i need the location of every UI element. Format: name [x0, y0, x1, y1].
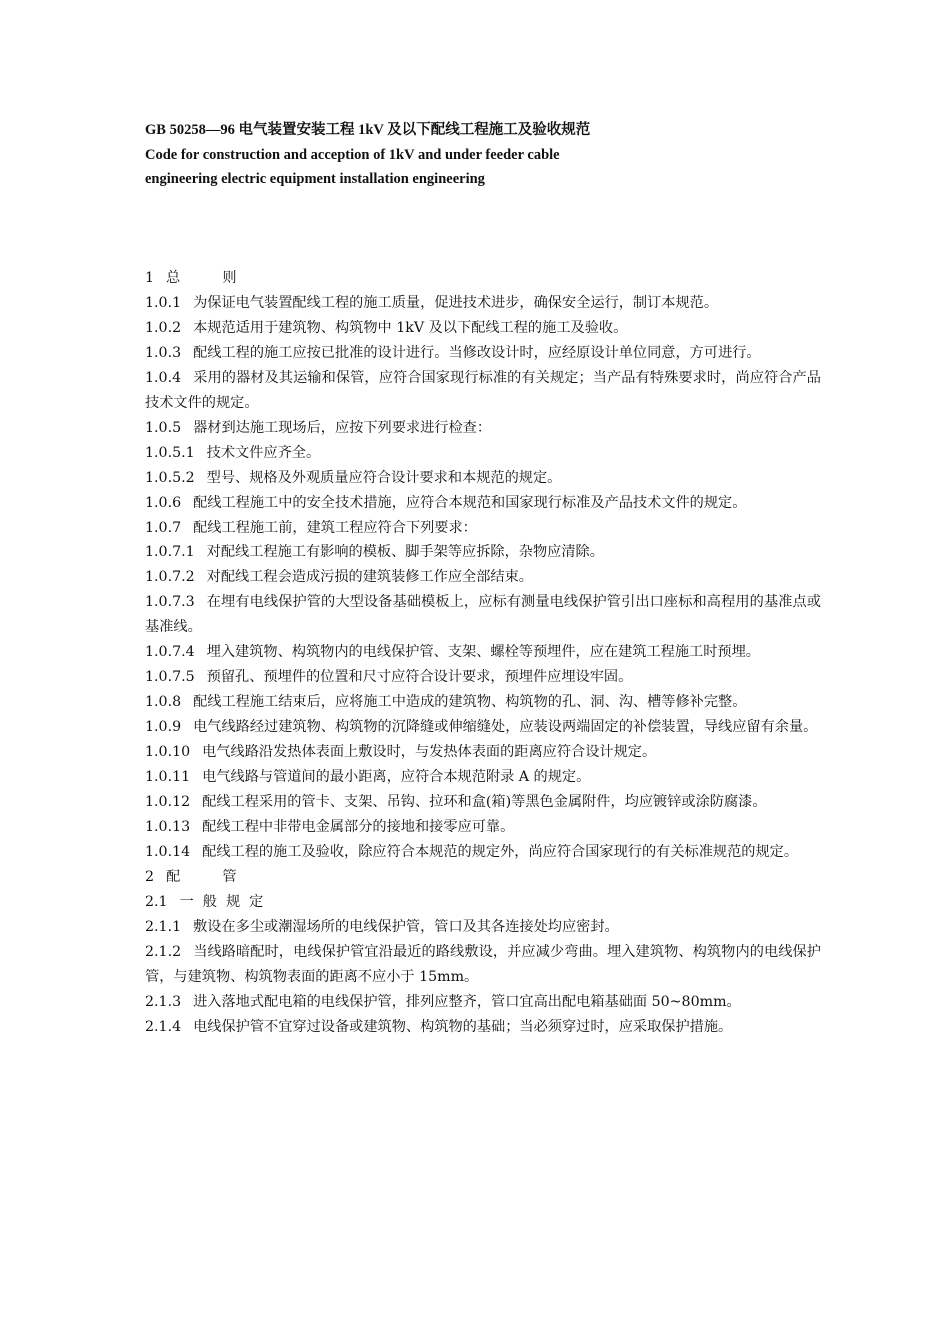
document-body	[145, 266, 821, 1040]
clause-1-0-7: 1.0.7 配线工程施工前，建筑工程应符合下列要求：	[145, 519, 477, 536]
clause-1-0-5: 1.0.5 器材到达施工现场后，应按下列要求进行检查：	[145, 419, 492, 436]
clause-1-0-11: 1.0.11 电气线路与管道间的最小距离，应符合本规范附录 A 的规定。	[145, 769, 591, 786]
title-chinese: GB 50258—96 电气装置安装工程 1kV 及以下配线工程施工及验收规范	[145, 122, 591, 138]
clause-1-0-7-3: 1.0.7.3 在埋有电线保护管的大型设备基础模板上，应标有测量电线保护管引出口座标和高程用的基准点或基准线。	[145, 594, 821, 636]
clause-1-0-13: 1.0.13 配线工程中非带电金属部分的接地和接零应可靠。	[145, 818, 515, 835]
clause-1-0-14: 1.0.14 配线工程的施工及验收，除应符合本规范的规定外，尚应符合国家现行的有关标准规范的规定。	[145, 843, 799, 860]
clause-2-1-4: 2.1.4 电线保护管不宜穿过设备或建筑物、构筑物的基础；当必须穿过时，应采取保护措施。	[145, 1018, 733, 1035]
title-english-line-2: engineering electric equipment installation engineering	[145, 171, 485, 187]
chapter-1-heading: 1 总 则	[145, 270, 251, 286]
document-header	[145, 118, 835, 192]
clause-1-0-7-4: 1.0.7.4 埋入建筑物、构筑物内的电线保护管、支架、螺栓等预埋件，应在建筑工程施工时预埋。	[145, 644, 760, 661]
section-2-1-heading: 2.1 一般规定	[145, 893, 273, 910]
chapter-2-heading: 2 配 管	[145, 868, 251, 885]
clause-1-0-7-5: 1.0.7.5 预留孔、预埋件的位置和尺寸应符合设计要求，预埋件应埋设牢固。	[145, 669, 633, 686]
clause-1-0-2: 1.0.2 本规范适用于建筑物、构筑物中 1kV 及以下配线工程的施工及验收。	[145, 319, 628, 336]
clause-2-1-3: 2.1.3 进入落地式配电箱的电线保护管，排列应整齐，管口宜高出配电箱基础面 50~80mm。	[145, 993, 741, 1010]
clause-1-0-3: 1.0.3 配线工程的施工应按已批准的设计进行。当修改设计时，应经原设计单位同意，方可进行。	[145, 344, 761, 361]
clause-1-0-6: 1.0.6 配线工程施工中的安全技术措施，应符合本规范和国家现行标准及产品技术文件的规定。	[145, 494, 747, 511]
title-english-line-1: Code for construction and acception of 1kV and under feeder cable	[145, 146, 560, 163]
clause-1-0-7-1: 1.0.7.1 对配线工程施工有影响的模板、脚手架等应拆除，杂物应清除。	[145, 544, 604, 561]
clause-1-0-8: 1.0.8 配线工程施工结束后，应将施工中造成的建筑物、构筑物的孔、洞、沟、槽等修补完整。	[145, 694, 747, 711]
clause-1-0-10: 1.0.10 电气线路沿发热体表面上敷设时，与发热体表面的距离应符合设计规定。	[145, 744, 657, 761]
clause-1-0-1: 1.0.1 为保证电气装置配线工程的施工质量，促进技术进步，确保安全运行，制订本规范。	[145, 294, 719, 311]
clause-1-0-5-1: 1.0.5.1 技术文件应齐全。	[145, 444, 321, 461]
clause-1-0-4: 1.0.4 采用的器材及其运输和保管，应符合国家现行标准的有关规定；当产品有特殊要求时，尚应符合产品技术文件的规定。	[145, 369, 821, 411]
clause-1-0-12: 1.0.12 配线工程采用的管卡、支架、吊钩、拉环和盒(箱)等黑色金属附件，均应镀锌或涂防腐漆。	[145, 794, 767, 811]
clause-2-1-1: 2.1.1 敷设在多尘或潮湿场所的电线保护管，管口及其各连接处均应密封。	[145, 918, 619, 935]
clause-1-0-9: 1.0.9 电气线路经过建筑物、构筑物的沉降缝或伸缩缝处，应装设两端固定的补偿装置，导线应留有余量。	[145, 719, 818, 736]
clause-2-1-2: 2.1.2 当线路暗配时，电线保护管宜沿最近的路线敷设，并应减少弯曲。埋入建筑物、构筑物内的电线保护管，与建筑物、构筑物表面的距离不应小于 15mm。	[145, 943, 821, 985]
clause-1-0-5-2: 1.0.5.2 型号、规格及外观质量应符合设计要求和本规范的规定。	[145, 469, 562, 486]
clause-1-0-7-2: 1.0.7.2 对配线工程会造成污损的建筑装修工作应全部结束。	[145, 569, 533, 586]
